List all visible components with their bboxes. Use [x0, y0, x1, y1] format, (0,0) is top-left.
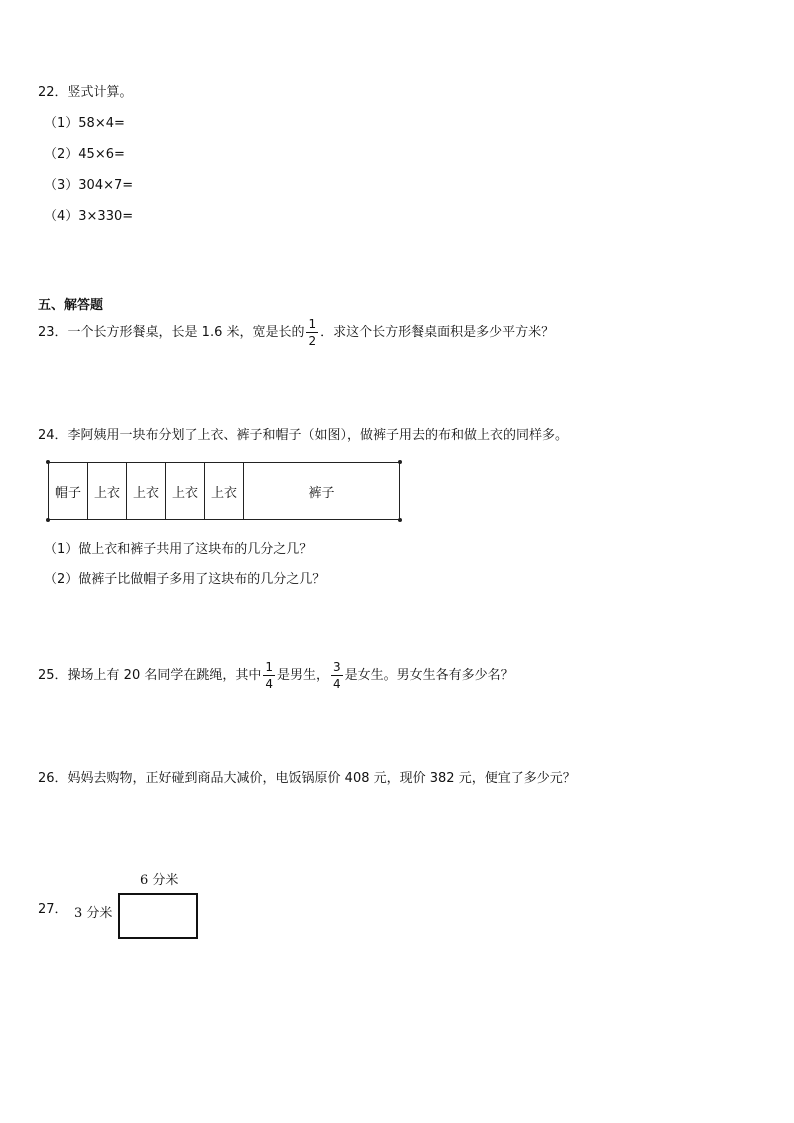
cloth-cell-top-2: 上衣 [127, 463, 166, 519]
cloth-corner-dot [46, 518, 50, 522]
q25-frac1-den: 4 [265, 677, 273, 691]
q25-part-3: 是女生。男女生各有多少名？ [344, 668, 514, 683]
q25-fraction-2 [331, 661, 343, 690]
q24-item-1: （1）做上衣和裤子共用了这块布的几分之几？ [44, 542, 313, 557]
rectangle-figure [118, 893, 198, 939]
q25-frac1-num: 1 [265, 660, 273, 674]
q25-frac2-den: 4 [333, 677, 341, 691]
rectangle-width-label: 6 分米 [140, 873, 179, 888]
q24-item-2: （2）做裤子比做帽子多用了这块布的几分之几？ [44, 572, 326, 587]
cloth-corner-dot [46, 460, 50, 464]
cloth-corner-dot [398, 460, 402, 464]
cloth-cell-pants: 裤子 [308, 485, 335, 501]
cloth-cell-hat: 帽子 [49, 463, 88, 519]
q22-item-4: （4）3×330= [44, 209, 134, 224]
q26-title: 26．妈妈去购物，正好碰到商品大减价，电饭锅原价 408 元，现价 382 元，便宜了多少元？ [38, 771, 576, 786]
cloth-cell-top-4: 上衣 [205, 463, 244, 519]
section-title: 五、解答题 [38, 298, 104, 313]
q27-number: 27． [38, 902, 68, 917]
q23-text-before: 23．一个长方形餐桌，长是 1.6 米，宽是长的 [38, 325, 305, 340]
cloth-cell-top-1: 上衣 [88, 463, 127, 519]
q23 [38, 318, 554, 347]
q22-item-2: （2）45×6= [44, 147, 125, 162]
cloth-corner-dot [398, 518, 402, 522]
q23-frac-num: 1 [308, 317, 317, 331]
q23-text-after: ．求这个长方形餐桌面积是多少平方米？ [320, 325, 555, 340]
q25 [38, 661, 514, 690]
q22-item-3: （3）304×7= [44, 178, 134, 193]
q25-part-2: 是男生， [277, 668, 330, 683]
q23-fraction [306, 318, 318, 347]
q22-item-1: （1）58×4= [44, 116, 125, 131]
cloth-cell-top-3: 上衣 [166, 463, 205, 519]
q24-title: 24．李阿姨用一块布分划了上衣、裤子和帽子（如图），做裤子用去的布和做上衣的同样多。 [38, 428, 569, 443]
q23-frac-den: 2 [308, 334, 317, 348]
cloth-diagram [48, 462, 400, 520]
rectangle-height-label: 3 分米 [74, 906, 113, 921]
q22-title: 22．竖式计算。 [38, 85, 133, 100]
q25-part-1: 25．操场上有 20 名同学在跳绳，其中 [38, 668, 262, 683]
q25-fraction-1 [263, 661, 275, 690]
q25-frac2-num: 3 [333, 660, 341, 674]
